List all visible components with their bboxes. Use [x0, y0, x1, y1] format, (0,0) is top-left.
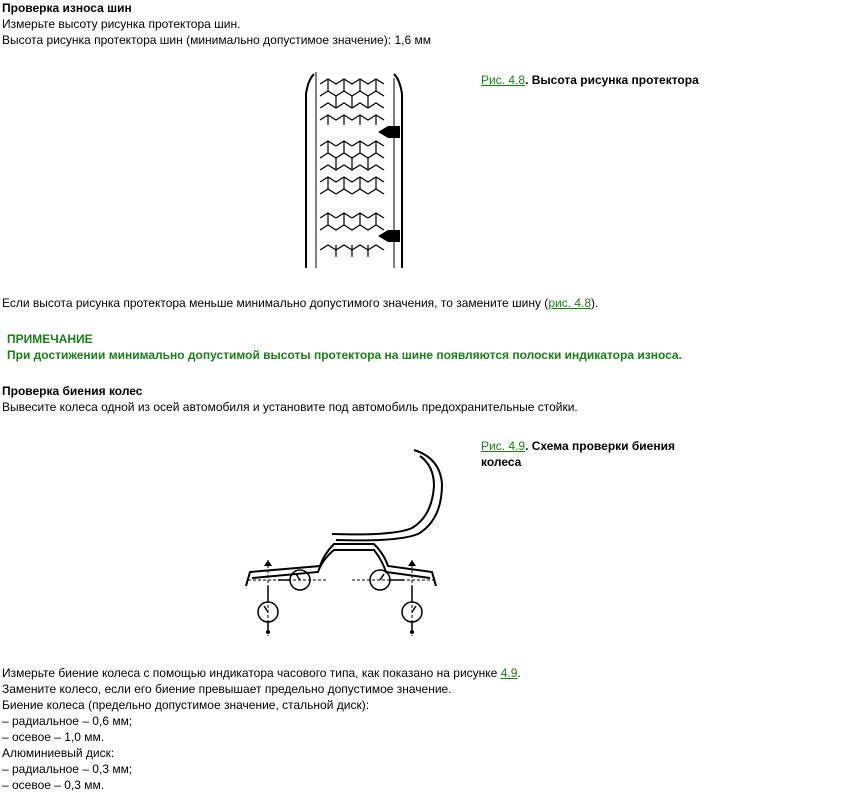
text-tread-minimum: Высота рисунка протектора шин (минимально допустимое значение): 1,6 мм: [2, 33, 431, 47]
figure-wheel-runout: [228, 440, 468, 640]
figure-caption-4-8: [481, 72, 699, 88]
text-lift-wheels: Вывесите колеса одной из осей автомобиля и установите под автомобиль предохранительные стойки.: [2, 400, 578, 414]
figure-caption-text-4-9-line2: колеса: [481, 455, 522, 469]
text-alu-axial: – осевое – 0,3 мм.: [2, 778, 105, 792]
figure-tread-depth: [290, 68, 410, 270]
section-title-tire-wear: Проверка износа шин: [2, 1, 132, 15]
text-alu-radial: – радиальное – 0,3 мм;: [2, 762, 133, 776]
section-title-wheel-runout: Проверка биения колес: [2, 384, 143, 398]
figure-caption-text-4-8: . Высота рисунка протектора: [525, 73, 699, 87]
note-title: ПРИМЕЧАНИЕ: [7, 332, 93, 346]
runout-diagram-icon: [228, 440, 468, 640]
figure-link-4-9[interactable]: Рис. 4.9: [481, 439, 526, 453]
figure-caption-text-4-9: . Схема проверки биения: [525, 439, 675, 453]
note-text: При достижении минимально допустимой высоты протектора на шине появляются полоски индикатора износа.: [7, 348, 682, 362]
text-replace-wheel: Замените колесо, если его биение превышает предельно допустимое значение.: [2, 682, 452, 696]
text-replace-tire-post: ).: [591, 296, 599, 310]
inline-link-4-9[interactable]: 4.9: [500, 666, 518, 680]
text-replace-tire: [2, 295, 598, 311]
text-steel-heading: Биение колеса (предельно допустимое значение, стальной диск):: [2, 698, 370, 712]
text-steel-radial: – радиальное – 0,6 мм;: [2, 714, 133, 728]
text-replace-tire-pre: Если высота рисунка протектора меньше минимально допустимого значения, то замените шину (: [2, 296, 549, 310]
text-measure-runout-post: .: [517, 666, 521, 680]
text-measure-runout: [2, 665, 521, 681]
tread-diagram-icon: [290, 68, 410, 270]
text-alu-heading: Алюминиевый диск:: [2, 746, 115, 760]
text-steel-axial: – осевое – 1,0 мм.: [2, 730, 105, 744]
figure-caption-4-9: [481, 438, 675, 470]
figure-link-4-8[interactable]: Рис. 4.8: [481, 73, 526, 87]
text-measure-runout-pre: Измерьте биение колеса с помощью индикатора часового типа, как показано на рисунке: [2, 666, 501, 680]
text-measure-tread: Измерьте высоту рисунка протектора шин.: [2, 17, 241, 31]
inline-link-4-8[interactable]: рис. 4.8: [548, 296, 592, 310]
